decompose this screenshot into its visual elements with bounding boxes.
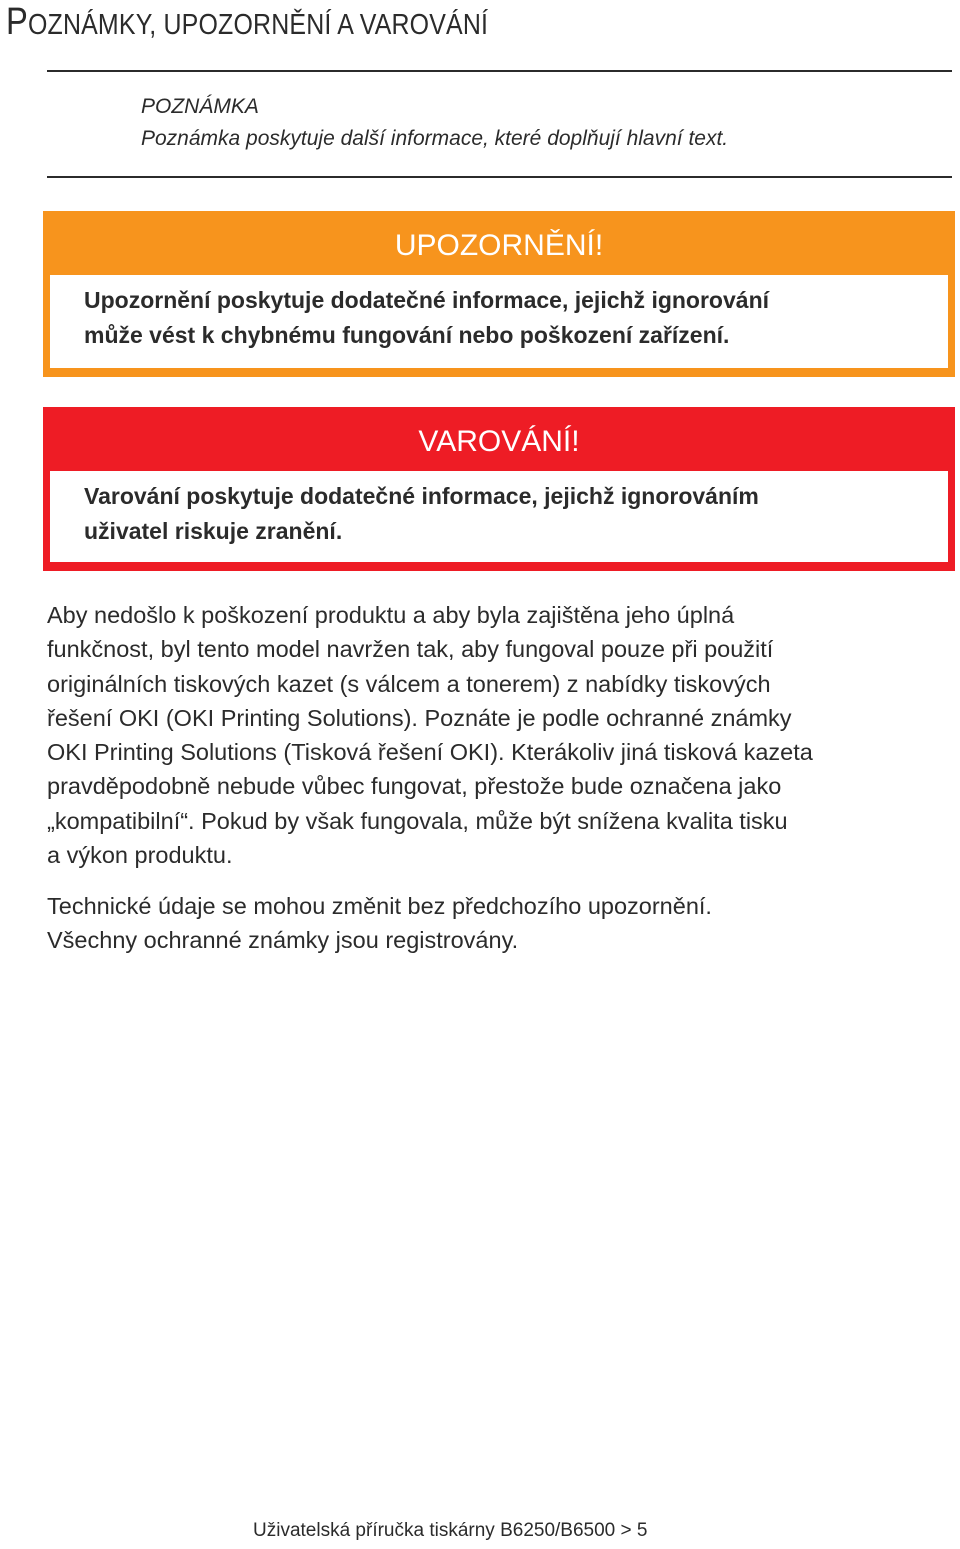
caution-line: Upozornění poskytuje dodatečné informace, jejichž ignorování — [84, 287, 770, 313]
paragraph-line: originálních tiskových kazet (s válcem a tonerem) z nabídky tiskových — [47, 670, 771, 697]
paragraph-line: funkčnost, byl tento model navržen tak, aby fungoval pouze při použití — [47, 636, 774, 663]
warning-line: Varování poskytuje dodatečné informace, jejichž ignorováním — [84, 483, 759, 509]
paragraph-line: „kompatibilní“. Pokud by však fungovala, může být snížena kvalita tisku — [47, 807, 788, 834]
note-text: Poznámka poskytuje další informace, které doplňují hlavní text. — [141, 127, 729, 150]
divider-top — [47, 70, 952, 72]
paragraph-line: pravděpodobně nebude vůbec fungovat, přestože bude označena jako — [47, 773, 782, 800]
paragraph-line: Aby nedošlo k poškození produktu a aby byla zajištěna jeho úplná — [47, 602, 735, 628]
paragraph-line: řešení OKI (OKI Printing Solutions). Poznáte je podle ochranné známky — [47, 704, 792, 731]
caution-heading: UPOZORNĚNÍ! — [394, 229, 604, 262]
divider-bottom — [47, 176, 952, 178]
paragraph-line: OKI Printing Solutions (Tisková řešení OKI). Kterákoliv jiná tisková kazeta — [47, 739, 813, 766]
caution-line: může vést k chybnému fungování nebo poškození zařízení. — [84, 322, 730, 348]
paragraph-line: Technické údaje se mohou změnit bez předchozího upozornění. — [47, 893, 712, 919]
warning-box — [43, 407, 955, 571]
warning-body — [50, 471, 948, 562]
paragraph-line: Všechny ochranné známky jsou registrovány. — [47, 927, 519, 954]
paragraph-specs — [47, 889, 952, 958]
caution-body — [50, 275, 948, 368]
warning-line: uživatel riskuje zranění. — [84, 518, 343, 544]
page-footer: Uživatelská příručka tiskárny B6250/B6500 > 5 — [253, 1520, 648, 1541]
page-title-rest: OZNÁMKY, UPOZORNĚNÍ A VAROVÁNÍ — [27, 9, 489, 41]
paragraph-line: a výkon produktu. — [47, 842, 233, 869]
paragraph-compatibility — [47, 598, 952, 872]
note-heading: POZNÁMKA — [141, 95, 259, 118]
warning-heading: VAROVÁNÍ! — [418, 425, 580, 458]
caution-box — [43, 211, 955, 377]
page-title — [6, 1, 489, 43]
page-title-initial: P — [6, 1, 28, 43]
note-block — [141, 91, 728, 155]
